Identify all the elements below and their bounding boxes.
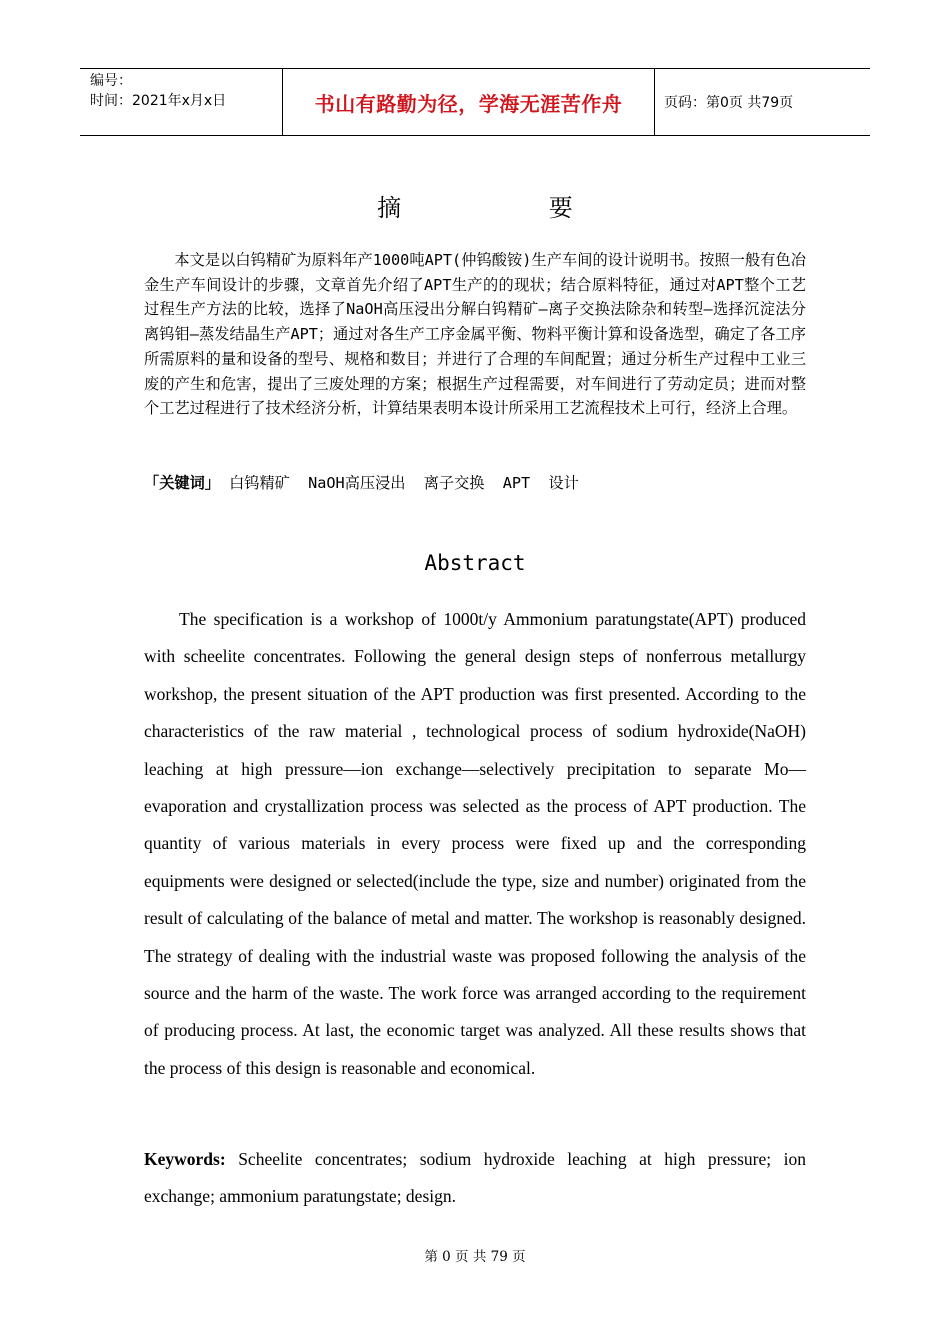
- english-keywords: [144, 1141, 806, 1216]
- header-meta: [80, 69, 282, 135]
- english-keywords-label: Keywords:: [144, 1149, 226, 1169]
- chinese-keywords-label: 「关键词」: [144, 474, 220, 492]
- chinese-abstract-title: 摘 要: [377, 194, 643, 222]
- header-page-info: 页码：第0页 共79页: [664, 95, 794, 111]
- page-footer: 第 0 页 共 79 页: [424, 1249, 526, 1265]
- english-keywords-text: Scheelite concentrates; sodium hydroxide leaching at high pressure; ion exchange; ammonium paratungstate; design.: [144, 1149, 806, 1207]
- chinese-abstract-body: 本文是以白钨精矿为原料年产1000吨APT(仲钨酸铵)生产车间的设计说明书。按照一般有色冶金生产车间设计的步骤，文章首先介绍了APT生产的的现状；结合原料特征，通过对APT整个工艺过程生产方法的比较，选择了NaOH高压浸出分解白钨精矿—离子交换法除杂和转型—选择沉淀法分离钨钼—蒸发结晶生产APT；通过对各生产工序金属平衡、物料平衡计算和设备选型，确定了各工序所需原料的量和设备的型号、规格和数目；并进行了合理的车间配置；通过分析生产过程中工业三废的产生和危害，提出了三废处理的方案；根据生产过程需要，对车间进行了劳动定员；进而对整个工艺过程进行了技术经济分析，计算结果表明本设计所采用工艺流程技术上可行，经济上合理。: [144, 251, 806, 418]
- english-abstract-title: Abstract: [424, 551, 526, 575]
- document-number-label: 编号：: [90, 73, 132, 89]
- header-motto: 书山有路勤为径，学海无涯苦作舟: [282, 69, 655, 135]
- document-time: 时间：2021年x月x日: [90, 93, 227, 109]
- chinese-keywords: [144, 471, 806, 496]
- english-abstract-body: The specification is a workshop of 1000t/y Ammonium paratungstate(APT) produced with scheelite concentrates. Following the general design steps of nonferrous metallurgy workshop, the present situation of the APT production was first presented. According to the characteristics of the raw material , technological process of sodium hydroxide(NaOH) leaching at high pressure—ion exchange—selectively precipitation to separate Mo—evaporation and crystallization process was selected as the process of APT production. The quantity of various materials in every process were fixed up and the corresponding equipments were designed or selected(include the type, size and number) originated from the result of calculating of the balance of metal and matter. The workshop is reasonably designed. The strategy of dealing with the industrial waste was proposed following the analysis of the source and the harm of the waste. The work force was arranged according to the requirement of producing process. At last, the economic target was analyzed. All these results shows that the process of this design is reasonable and economical.: [144, 609, 806, 1078]
- chinese-keywords-text: 白钨精矿 NaOH高压浸出 离子交换 APT 设计: [219, 474, 579, 492]
- page-header: [80, 68, 870, 136]
